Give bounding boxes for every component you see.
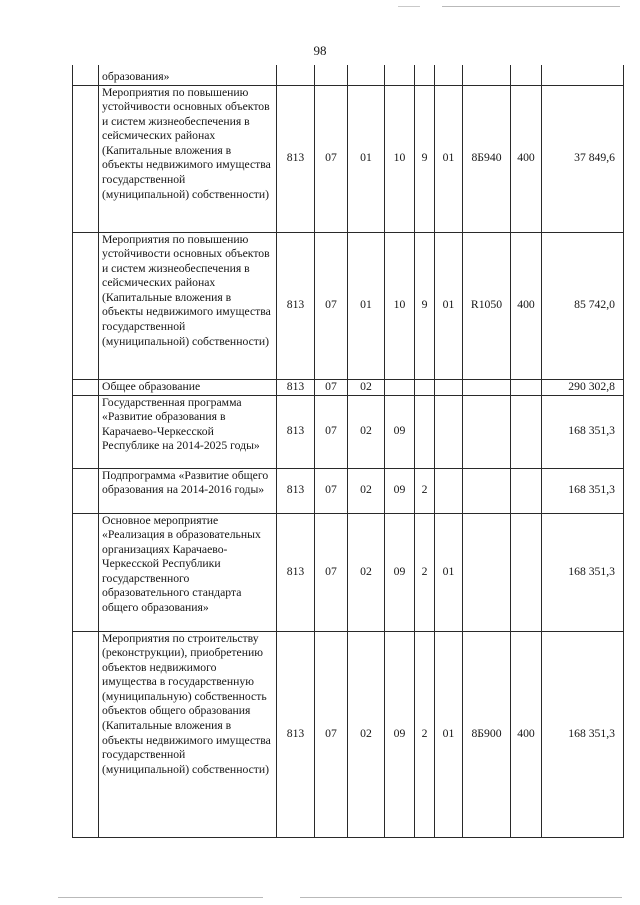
name-text: Государственная программа «Развитие образования в Карачаево-Черкесской Республике на 2014-2025 годы» [102,395,260,453]
vr-cell: 400 [511,631,542,837]
name-cell [99,395,277,468]
pp-cell: 2 [415,631,435,837]
ved-cell [277,65,315,85]
vr-cell [511,65,542,85]
table-row [73,631,624,837]
name-cell [99,631,277,837]
om-cell [435,65,463,85]
sum-cell [542,65,624,85]
pr-cell: 02 [348,631,385,837]
sum-cell: 168 351,3 [542,468,624,513]
pp-cell: 9 [415,85,435,232]
np-cell [463,513,511,631]
pr-cell [348,65,385,85]
page-number: 98 [313,43,327,58]
pr-cell: 02 [348,513,385,631]
gp-cell [385,379,415,395]
rz-cell: 07 [315,468,348,513]
name-text: Мероприятия по повышению устойчивости основных объектов и систем жизнеобеспечения в сейсмических районах (Капитальные вложения в объекты недвижимого имущества государственной (муниципальной) собственности) [102,85,271,201]
gp-cell [385,65,415,85]
pr-cell: 02 [348,395,385,468]
pr-cell: 01 [348,85,385,232]
rz-cell: 07 [315,232,348,379]
table-row [73,379,624,395]
name-cell [99,379,277,395]
name-text: Подпрограмма «Развитие общего образования на 2014-2016 годы» [102,468,269,497]
name-cell [99,85,277,232]
sum-cell: 290 302,8 [542,379,624,395]
row-number-cell [73,631,99,837]
vr-cell: 400 [511,85,542,232]
ved-cell: 813 [277,468,315,513]
sum-cell: 168 351,3 [542,631,624,837]
rz-cell: 07 [315,513,348,631]
gp-cell: 09 [385,395,415,468]
rz-cell [315,65,348,85]
table-row [73,395,624,468]
om-cell [435,468,463,513]
budget-table-body [73,65,624,837]
vr-cell [511,395,542,468]
row-number-cell [73,85,99,232]
name-text: Общее образование [102,379,201,393]
np-cell: 8Б940 [463,85,511,232]
pp-cell: 2 [415,513,435,631]
sum-cell: 85 742,0 [542,232,624,379]
rz-cell: 07 [315,395,348,468]
row-number-cell [73,65,99,85]
table-row [73,232,624,379]
om-cell: 01 [435,631,463,837]
row-number-cell [73,513,99,631]
pp-cell [415,65,435,85]
ved-cell: 813 [277,379,315,395]
name-cell [99,468,277,513]
pp-cell: 9 [415,232,435,379]
np-cell [463,468,511,513]
table-row [73,513,624,631]
ved-cell: 813 [277,232,315,379]
scan-mark-bottom-left [58,897,263,898]
name-cell [99,513,277,631]
ved-cell: 813 [277,513,315,631]
table-row [73,85,624,232]
name-cell [99,65,277,85]
pr-cell: 02 [348,468,385,513]
np-cell: 8Б900 [463,631,511,837]
scan-mark-top-right [442,6,620,7]
sum-cell: 37 849,6 [542,85,624,232]
pp-cell [415,395,435,468]
budget-table [72,65,624,838]
vr-cell [511,513,542,631]
gp-cell: 09 [385,468,415,513]
np-cell [463,379,511,395]
gp-cell: 09 [385,631,415,837]
gp-cell: 10 [385,232,415,379]
name-text: образования» [102,69,170,83]
om-cell [435,395,463,468]
pr-cell: 01 [348,232,385,379]
gp-cell: 10 [385,85,415,232]
np-cell: R1050 [463,232,511,379]
row-number-cell [73,468,99,513]
rz-cell: 07 [315,85,348,232]
name-text: Мероприятия по повышению устойчивости основных объектов и систем жизнеобеспечения в сейсмических районах (Капитальные вложения в объекты недвижимого имущества государственной (муниципальной) собственности) [102,232,271,348]
ved-cell: 813 [277,395,315,468]
name-text: Основное мероприятие «Реализация в образовательных организациях Карачаево-Черкесской Республики государственного образовательного стандарта общего образования» [102,513,261,615]
name-text: Мероприятия по строительству (реконструкции), приобретению объектов недвижимого имущества в государственную (муниципальную) собственность объектов общего образования (Капитальные вложения в объекты недвижимого имущества государственной (муниципальной) собственности) [102,631,271,776]
scan-mark-bottom-right [300,897,622,898]
row-number-cell [73,395,99,468]
sum-cell: 168 351,3 [542,395,624,468]
om-cell: 01 [435,85,463,232]
ved-cell: 813 [277,631,315,837]
ved-cell: 813 [277,85,315,232]
vr-cell: 400 [511,232,542,379]
rz-cell: 07 [315,631,348,837]
scan-mark-top-center [398,6,420,7]
name-cell [99,232,277,379]
np-cell [463,65,511,85]
row-number-cell [73,379,99,395]
pp-cell [415,379,435,395]
vr-cell [511,468,542,513]
om-cell [435,379,463,395]
pp-cell: 2 [415,468,435,513]
table-row [73,65,624,85]
table-row [73,468,624,513]
pr-cell: 02 [348,379,385,395]
vr-cell [511,379,542,395]
om-cell: 01 [435,232,463,379]
np-cell [463,395,511,468]
row-number-cell [73,232,99,379]
sum-cell: 168 351,3 [542,513,624,631]
rz-cell: 07 [315,379,348,395]
om-cell: 01 [435,513,463,631]
gp-cell: 09 [385,513,415,631]
